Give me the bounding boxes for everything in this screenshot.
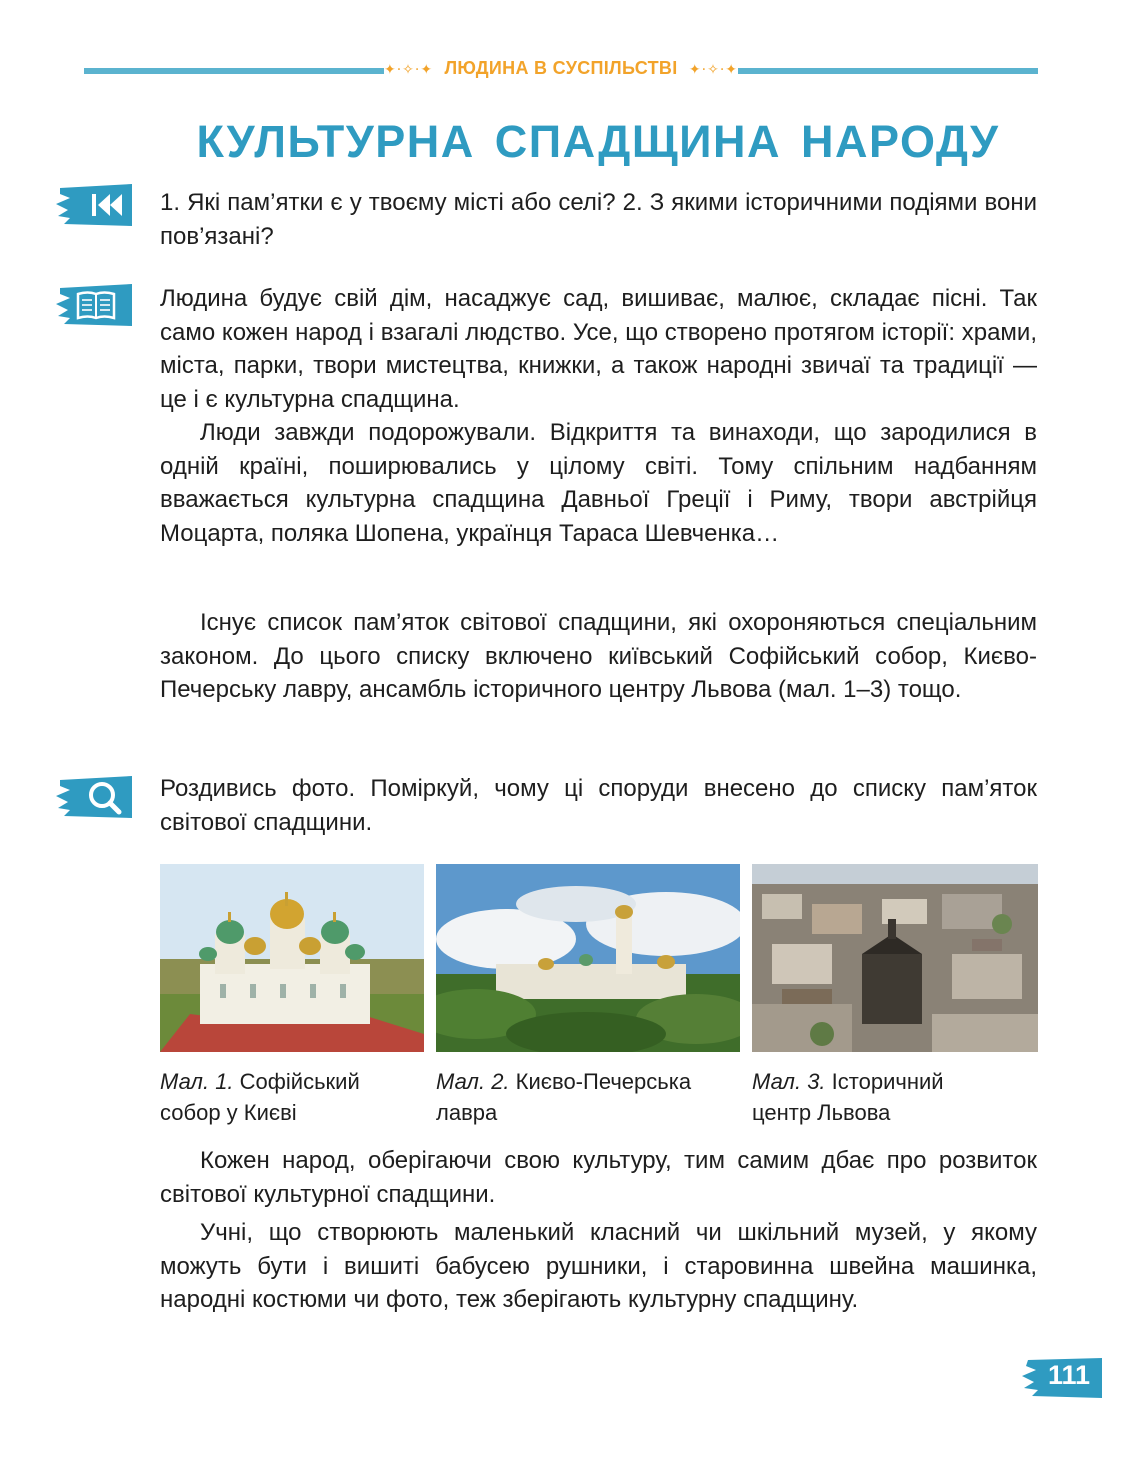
paragraph-1: Людина будує свій дім, насаджує сад, вишиває, малює, складає пісні. Так само кожен народ і взагалі людство. Усе, що створено протягом історії: храми, міста, парки, твори мистецтва, книжки, а також народні звичаї та традиції — це і є культурна спадщина. (160, 285, 1037, 413)
intro-questions: 1. Які пам’ятки є у твоєму місті або селі? 2. З якими історичними подіями вони пов’язані? (160, 189, 1037, 250)
photo-lviv-historic-centre (752, 864, 1038, 1052)
figure-3-caption (752, 1066, 982, 1128)
figure-3-text: Історичний центр Львова (752, 1069, 944, 1125)
figure-1-caption (160, 1066, 424, 1128)
figure-1-number: Мал. 1. (160, 1069, 234, 1094)
page-number: 111 (1047, 1360, 1091, 1390)
ornament-right: ✦·✧·✦ (688, 62, 738, 78)
task-text: Роздивись фото. Поміркуй, чому ці споруди внесено до списку пам’яток світової спадщини. (160, 775, 1037, 836)
rewind-icon (56, 182, 132, 228)
figure-2-number: Мал. 2. (436, 1069, 510, 1094)
page-title: КУЛЬТУРНА СПАДЩИНА НАРОДУ (196, 116, 1000, 167)
magnifier-icon (56, 774, 132, 820)
figure-2-text: Києво-Печерська лавра (436, 1069, 692, 1125)
paragraph-3: Існує список пам’яток світової спадщини, які охороняються спеціальним законом. До цього списку включено київський Софійський собор, Києво-Печерську лавру, ансамбль історичного центру Львова (мал. 1–3) тощо. (160, 609, 1037, 703)
paragraph-4: Кожен народ, оберігаючи свою культуру, тим самим дбає про розвиток світової культурної спадщини. (160, 1147, 1037, 1208)
photo-st-sophia-cathedral (160, 864, 424, 1052)
book-icon (56, 282, 132, 328)
ornament-left: ✦·✧·✦ (384, 62, 434, 78)
figure-1-text: Софійський собор у Києві (160, 1069, 360, 1125)
paragraph-5: Учні, що створюють маленький класний чи шкільний музей, у якому можуть бути і вишиті бабусею рушники, і старовинна швейна машинка, народні костюми чи фото, теж зберігають культурну спадщину. (160, 1219, 1037, 1313)
section-label: ЛЮДИНА В СУСПІЛЬСТВІ (444, 58, 678, 78)
figure-2-caption (436, 1066, 740, 1128)
photo-kyiv-pechersk-lavra (436, 864, 740, 1052)
paragraph-2: Люди завжди подорожували. Відкриття та винаходи, що зародилися в одній країні, поширювались у цілому світі. Тому спільним надбанням вважається культурна спадщина Давньої Греції і Риму, твори австрійця Моцарта, поляка Шопена, українця Тараса Шевченка… (160, 419, 1037, 547)
figure-3-number: Мал. 3. (752, 1069, 826, 1094)
running-header (84, 56, 1038, 86)
